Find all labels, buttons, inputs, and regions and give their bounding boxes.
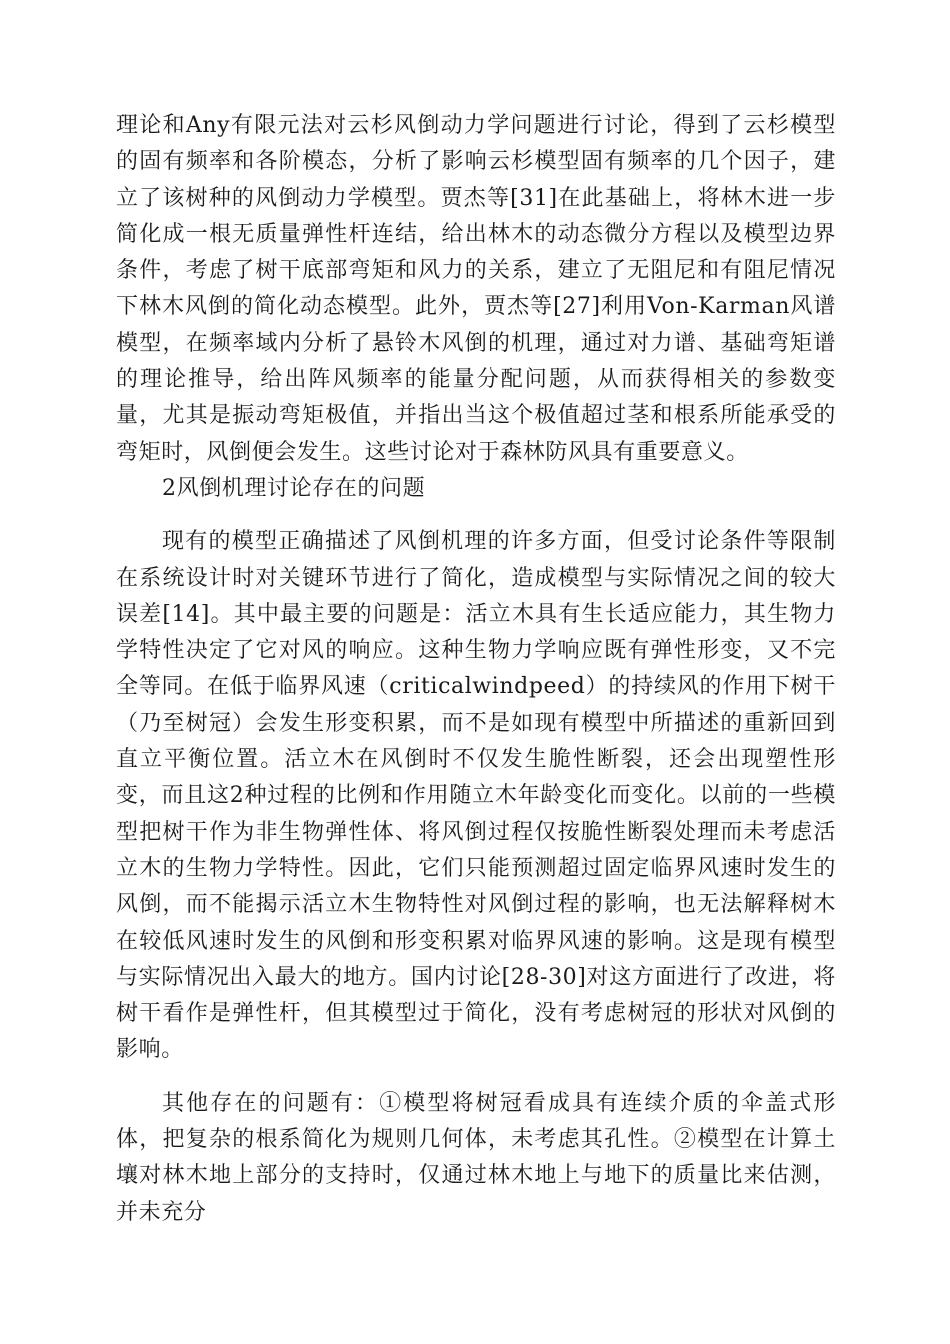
paragraph-model-problems: 现有的模型正确描述了风倒机理的许多方面，但受讨论条件等限制在系统设计时对关键环节进行了简化，造成模型与实际情况之间的较大误差[14]。其中最主要的问题是：活立木具有生长适应能力，其生物力学特性决定了它对风的响应。这种生物力学响应既有弹性形变，又不完全等同。在低于临界风速（criticalwindpeed）的持续风的作用下树干（乃至树冠）会发生形变积累，而不是如现有模型中所描述的重新回到直立平衡位置。活立木在风倒时不仅发生脆性断裂，还会出现塑性形变，而且这2种过程的比例和作用随立木年龄变化而变化。以前的一些模型把树干作为非生物弹性体、将风倒过程仅按脆性断裂处理而未考虑活立木的生物力学特性。因此，它们只能预测超过固定临界风速时发生的风倒，而不能揭示活立木生物特性对风倒过程的影响，也无法解释树木在较低风速时发生的风倒和形变积累对临界风速的影响。这是现有模型与实际情况出入最大的地方。国内讨论[28-30]对这方面进行了改进，将树干看作是弹性杆，但其模型过于简化，没有考虑树冠的形状对风倒的影响。 bbox=[116, 529, 836, 1063]
paragraph-wind-dynamics-review: 理论和Any有限元法对云杉风倒动力学问题进行讨论，得到了云杉模型的固有频率和各阶模态，分析了影响云杉模型固有频率的几个因子，建立了该树种的风倒动力学模型。贾杰等[31]在此基础上，将林木进一步简化成一根无质量弹性杆连结，给出林木的动态微分方程以及模型边界条件，考虑了树干底部弯矩和风力的关系，建立了无阻尼和有阻尼情况下林木风倒的简化动态模型。此外，贾杰等[27]利用Von-Karman风谱模型，在频率域内分析了悬铃木风倒的机理，通过对力谱、基础弯矩谱的理论推导，给出阵风频率的能量分配问题，从而获得相关的参数变量，尤其是振动弯矩极值，并指出当这个极值超过茎和根系所能承受的弯矩时，风倒便会发生。这些讨论对于森林防风具有重要意义。 bbox=[116, 113, 836, 465]
section-heading: 2风倒机理讨论存在的问题 bbox=[162, 475, 426, 501]
document-body bbox=[116, 108, 836, 1231]
paragraph-other-problems: 其他存在的问题有：①模型将树冠看成具有连续介质的伞盖式形体，把复杂的根系简化为规则几何体，未考虑其孔性。②模型在计算土壤对林木地上部分的支持时，仅通过林木地上与地下的质量比来估测，并未充分 bbox=[116, 1090, 836, 1225]
